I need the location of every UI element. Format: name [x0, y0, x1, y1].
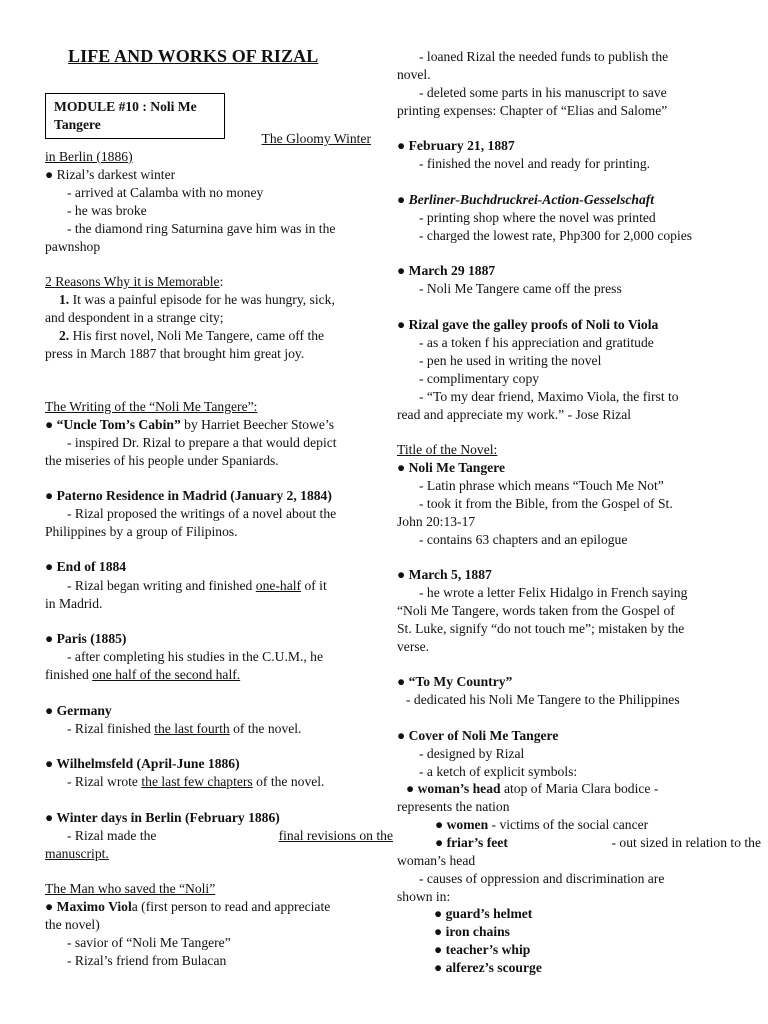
fourth-line: - Rizal finished the last fourth of the novel. — [67, 721, 302, 736]
came-off-item: - Noli Me Tangere came off the press — [419, 281, 622, 296]
deleted-line2: printing expenses: Chapter of “Elias and Salome” — [397, 103, 668, 118]
final-line2: manuscript. — [45, 846, 109, 861]
designed-item: - designed by Rizal — [419, 746, 525, 761]
friar-line1: ● friar’s feet - out sized in relation to the — [435, 835, 761, 850]
darkest-winter-bullet: ● Rizal’s darkest winter — [45, 167, 176, 182]
began-line1: - Rizal began writing and finished one-half of it — [67, 578, 327, 593]
paterno-bullet: ● Paterno Residence in Madrid (January 2, 1884) — [45, 488, 332, 503]
whip-item: ● teacher’s whip — [434, 942, 531, 957]
broke-item: - he was broke — [67, 203, 147, 218]
friar-line2: woman’s head — [397, 853, 476, 868]
winter-days-bullet: ● Winter days in Berlin (February 1886) — [45, 810, 280, 825]
germany-bullet: ● Germany — [45, 703, 112, 718]
loaned-line2: novel. — [397, 67, 431, 82]
deleted-line1: - deleted some parts in his manuscript to save — [419, 85, 667, 100]
letter-line3: St. Luke, signify “do not touch me”; mistaken by the — [397, 621, 685, 636]
wilhelmsfeld-bullet: ● Wilhelmsfeld (April-June 1886) — [45, 756, 240, 771]
uncle-toms-bullet: ● “Uncle Tom’s Cabin” by Harriet Beecher Stowe’s — [45, 417, 335, 432]
page-title: LIFE AND WORKS OF RIZAL — [68, 46, 319, 66]
march5-bullet: ● March 5, 1887 — [397, 567, 492, 582]
token-item: - as a token f his appreciation and gratitude — [419, 335, 654, 350]
letter-line2: “Noli Me Tangere, words taken from the Gospel of — [397, 603, 675, 618]
after-line2: finished one half of the second half. — [45, 667, 241, 682]
womans-head-line1: ● woman’s head atop of Maria Clara bodice - — [406, 781, 659, 796]
paris-bullet: ● Paris (1885) — [45, 631, 127, 646]
chapters-item: - contains 63 chapters and an epilogue — [419, 532, 628, 547]
gloomy-heading-line1: The Gloomy Winter — [261, 131, 371, 146]
loaned-line1: - loaned Rizal the needed funds to publish the — [419, 49, 669, 64]
calamba-item: - arrived at Calamba with no money — [67, 185, 264, 200]
shop-item: - printing shop where the novel was printed — [419, 210, 656, 225]
reason-1-line2: and despondent in a strange city; — [45, 310, 224, 325]
march29-bullet: ● March 29 1887 — [397, 263, 496, 278]
reasons-heading: 2 Reasons Why it is Memorable: — [45, 274, 224, 289]
helmet-item: ● guard’s helmet — [434, 906, 533, 921]
ketch-item: - a ketch of explicit symbols: — [419, 764, 578, 779]
my-country-bullet: ● “To My Country” — [397, 674, 513, 689]
ring-item-line1: - the diamond ring Saturnina gave him was in the — [67, 221, 336, 236]
after-line1: - after completing his studies in the C.U.M., he — [67, 649, 323, 664]
complimentary-item: - complimentary copy — [419, 371, 540, 386]
latin-item: - Latin phrase which means “Touch Me Not” — [419, 478, 664, 493]
berliner-bullet: ● Berliner-Buchdruckrei-Action-Gesselschaft — [397, 192, 655, 207]
galley-bullet: ● Rizal gave the galley proofs of Noli to Viola — [397, 317, 659, 332]
ring-item-line2: pawnshop — [45, 239, 101, 254]
bible-line2: John 20:13-17 — [397, 514, 476, 529]
proposed-line2: Philippines by a group of Filipinos. — [45, 524, 238, 539]
finished-item: - finished the novel and ready for printing. — [419, 156, 651, 171]
gloomy-heading-line2: in Berlin (1886) — [45, 149, 133, 164]
proposed-line1: - Rizal proposed the writings of a novel about the — [67, 506, 337, 521]
module-label-line1: MODULE #10 : Noli Me — [54, 99, 197, 114]
bible-line1: - took it from the Bible, from the Gospel of St. — [419, 496, 673, 511]
module-label-line2: Tangere — [54, 116, 101, 132]
maximo-line2: the novel) — [45, 917, 100, 932]
letter-line4: verse. — [397, 639, 430, 654]
women-item: ● women - victims of the social cancer — [435, 817, 649, 832]
maximo-line1: ● Maximo Viola (first person to read and appreciate — [45, 899, 331, 914]
dear-friend-line2: read and appreciate my work.” - Jose Rizal — [397, 407, 632, 422]
causes-line1: - causes of oppression and discrimination are — [419, 871, 665, 886]
writing-heading: The Writing of the “Noli Me Tangere”: — [45, 399, 258, 414]
dedicated-item: - dedicated his Noli Me Tangere to the Philippines — [406, 692, 680, 707]
end-1884-bullet: ● End of 1884 — [45, 559, 127, 574]
savior-item: - savior of “Noli Me Tangere” — [67, 935, 231, 950]
saved-heading: The Man who saved the “Noli” — [45, 881, 216, 896]
began-line2: in Madrid. — [45, 596, 103, 611]
letter-line1: - he wrote a letter Felix Hidalgo in French saying — [419, 585, 688, 600]
inspired-line1: - inspired Dr. Rizal to prepare a that would depict — [67, 435, 337, 450]
reason-2-line2: press in March 1887 that brought him great joy. — [45, 346, 305, 361]
feb21-bullet: ● February 21, 1887 — [397, 138, 515, 153]
causes-line2: shown in: — [397, 889, 451, 904]
wrote-line: - Rizal wrote the last few chapters of the novel. — [67, 774, 325, 789]
dear-friend-line1: - “To my dear friend, Maximo Viola, the first to — [419, 389, 679, 404]
pen-item: - pen he used in writing the novel — [419, 353, 602, 368]
charged-item: - charged the lowest rate, Php300 for 2,000 copies — [419, 228, 693, 243]
friend-item: - Rizal’s friend from Bulacan — [67, 953, 227, 968]
reason-2-line1: 2. His first novel, Noli Me Tangere, came off the — [59, 328, 325, 343]
reason-1-line1: 1. It was a painful episode for he was hungry, sick, — [59, 292, 335, 307]
inspired-line2: the miseries of his people under Spaniards. — [45, 453, 279, 468]
womans-head-line2: represents the nation — [397, 799, 510, 814]
noli-bullet: ● Noli Me Tangere — [397, 460, 506, 475]
chains-item: ● iron chains — [434, 924, 510, 939]
scourge-item: ● alferez’s scourge — [434, 960, 542, 975]
title-novel-heading: Title of the Novel: — [397, 442, 498, 457]
final-line1: - Rizal made the final revisions on the — [67, 828, 393, 843]
cover-bullet: ● Cover of Noli Me Tangere — [397, 728, 559, 743]
